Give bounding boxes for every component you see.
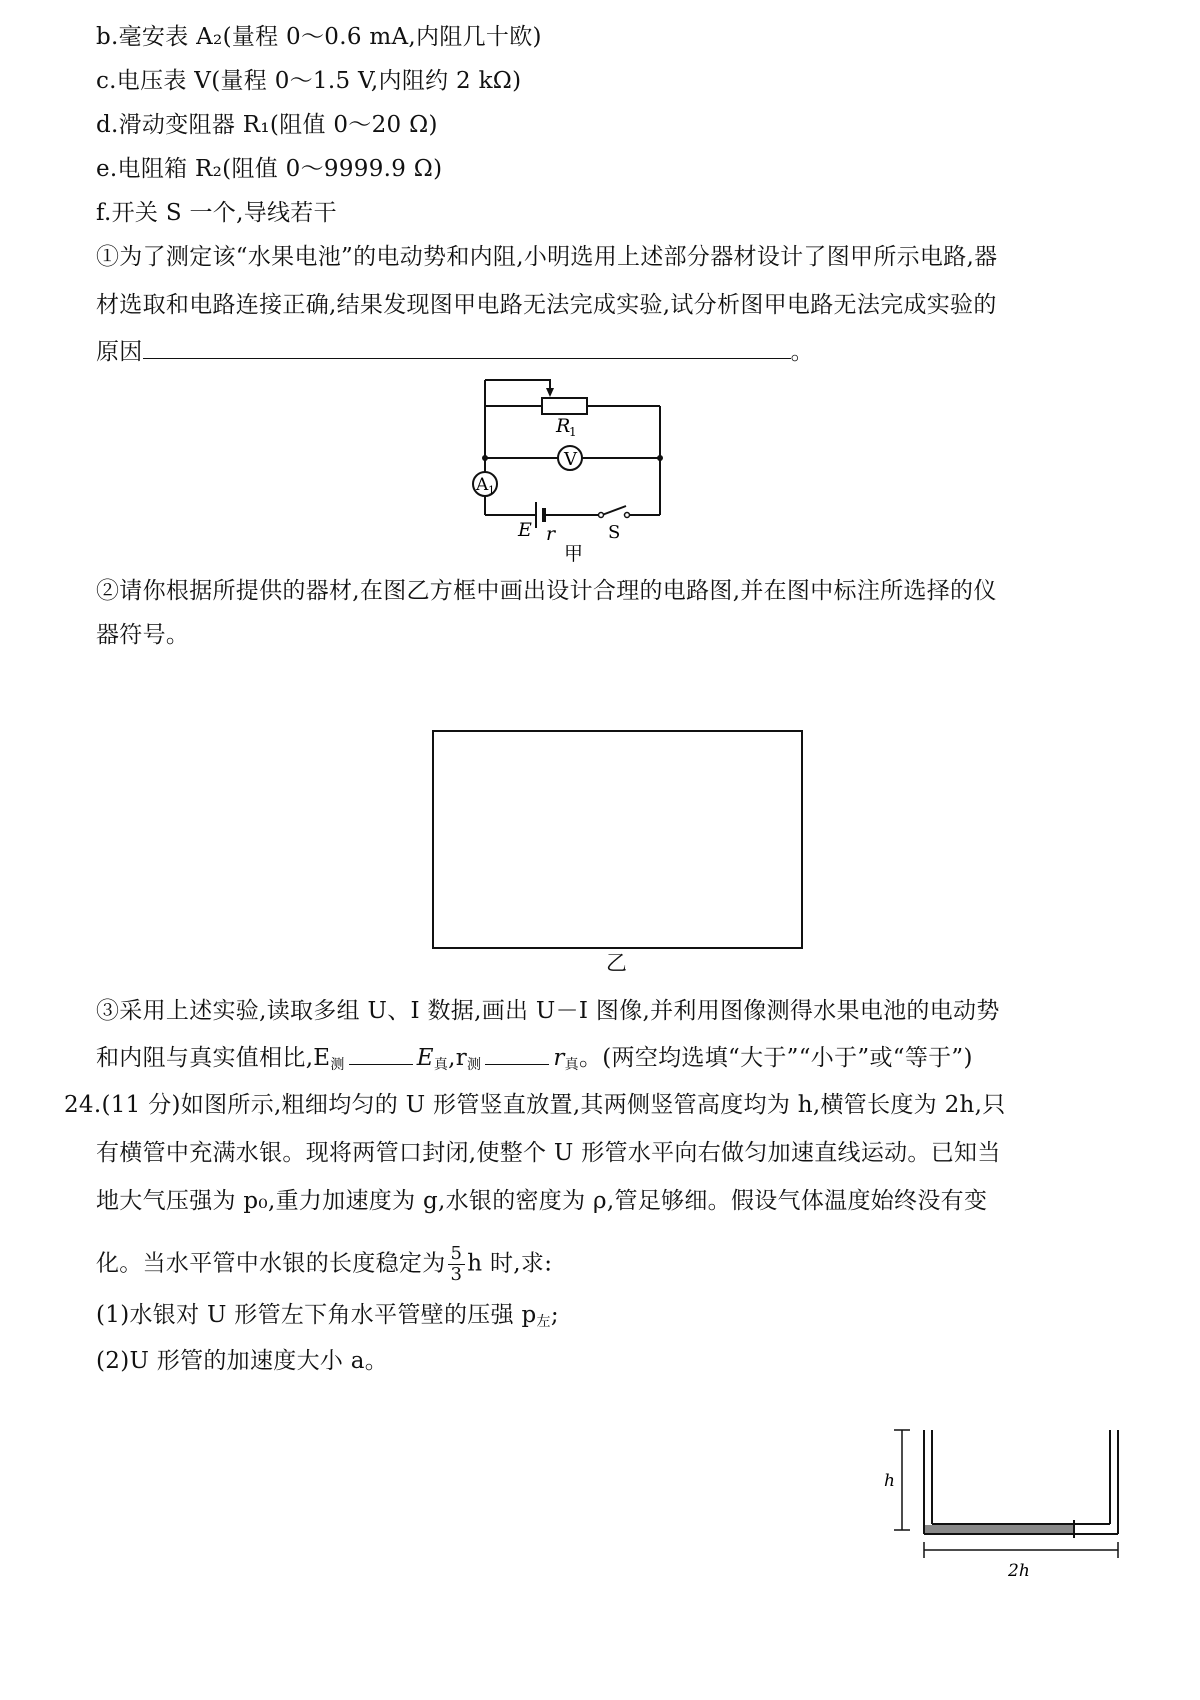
q24-sub1-a: (1)水银对 U 形管左下角水平管壁的压强 p (96, 1302, 537, 1328)
equipment-f: f.开关 S 一个,导线若干 (96, 200, 337, 226)
battery-e-label: E (518, 519, 532, 541)
q1-line3-prefix: 原因 (96, 339, 143, 365)
q24-line4-b: h 时,求: (467, 1250, 553, 1277)
caption-yi: 乙 (606, 951, 627, 975)
frac-num: 5 (448, 1244, 466, 1265)
fraction-five-thirds (448, 1244, 466, 1285)
ammeter-label: A (476, 475, 489, 495)
r1-label: R (556, 415, 571, 437)
q3-line1: ③采用上述实验,读取多组 U、I 数据,画出 U－I 图像,并利用图像测得水果电池的电动势 (96, 998, 1000, 1024)
q24-sub1 (96, 1300, 559, 1337)
equipment-c: c.电压表 V(量程 0～1.5 V,内阻约 2 kΩ) (96, 68, 522, 94)
sub-measured-r: 测 (467, 1057, 482, 1073)
q3-text-b: E (416, 1045, 434, 1071)
q24-sub2: (2)U 形管的加速度大小 a。 (96, 1348, 389, 1374)
caption-jia: 甲 (564, 543, 584, 565)
q2-line2: 器符号。 (96, 622, 190, 648)
q1-line1: ①为了测定该“水果电池”的电动势和内阻,小明选用上述部分器材设计了图甲所示电路,器 (96, 244, 998, 270)
sub-true-r: 真 (564, 1057, 579, 1073)
answer-blank-reason[interactable] (143, 336, 791, 359)
equipment-b: b.毫安表 A₂(量程 0～0.6 mA,内阻几十欧) (96, 24, 542, 50)
q1-line3-suffix: 。 (790, 339, 814, 365)
q3-text-d: r (553, 1045, 565, 1071)
drawing-box-yi[interactable] (432, 730, 803, 949)
q24-line3: 地大气压强为 p₀,重力加速度为 g,水银的密度为 ρ,管足够细。假设气体温度始终没有变 (96, 1188, 988, 1214)
q24-sub1-sub: 左 (536, 1314, 551, 1330)
q24-line4 (96, 1244, 552, 1285)
sub-measured-e: 测 (330, 1057, 345, 1073)
answer-blank-r[interactable] (485, 1042, 549, 1065)
q24-line4-a: 化。当水平管中水银的长度稳定为 (96, 1250, 446, 1277)
sub-true-e: 真 (433, 1057, 449, 1073)
frac-den: 3 (450, 1264, 463, 1285)
equipment-d: d.滑动变阻器 R₁(阻值 0～20 Ω) (96, 112, 438, 138)
q3-text-c: ,r (448, 1045, 468, 1071)
q24-line1: 24.(11 分)如图所示,粗细均匀的 U 形管竖直放置,其两侧竖管高度均为 h,横管长度为 2h,只 (64, 1092, 1006, 1118)
q3-text-e: 。(两空均选填“大于”“小于”或“等于”) (578, 1045, 973, 1071)
q3-line2 (96, 1042, 973, 1080)
width-label: 2h (1008, 1561, 1030, 1581)
q1-line3 (96, 336, 814, 367)
q3-text-a: 和内阻与真实值相比,E (96, 1045, 331, 1071)
u-tube-diagram (880, 1420, 1140, 1590)
ammeter-sub: 1 (488, 484, 495, 497)
q24-sub1-b: ; (550, 1302, 559, 1328)
q2-line1: ②请你根据所提供的器材,在图乙方框中画出设计合理的电路图,并在图中标注所选择的仪 (96, 578, 997, 604)
equipment-e: e.电阻箱 R₂(阻值 0～9999.9 Ω) (96, 156, 443, 182)
r1-sub: 1 (569, 425, 577, 439)
voltmeter-label: V (564, 449, 577, 470)
battery-r-label: r (546, 523, 556, 545)
circuit-diagram-jia (460, 370, 720, 570)
answer-blank-e[interactable] (349, 1042, 413, 1065)
q1-line2: 材选取和电路连接正确,结果发现图甲电路无法完成实验,试分析图甲电路无法完成实验的 (96, 292, 997, 318)
height-label: h (884, 1471, 895, 1491)
switch-s-label: S (608, 522, 621, 543)
q24-line2: 有横管中充满水银。现将两管口封闭,使整个 U 形管水平向右做匀加速直线运动。已知当 (96, 1140, 1001, 1166)
